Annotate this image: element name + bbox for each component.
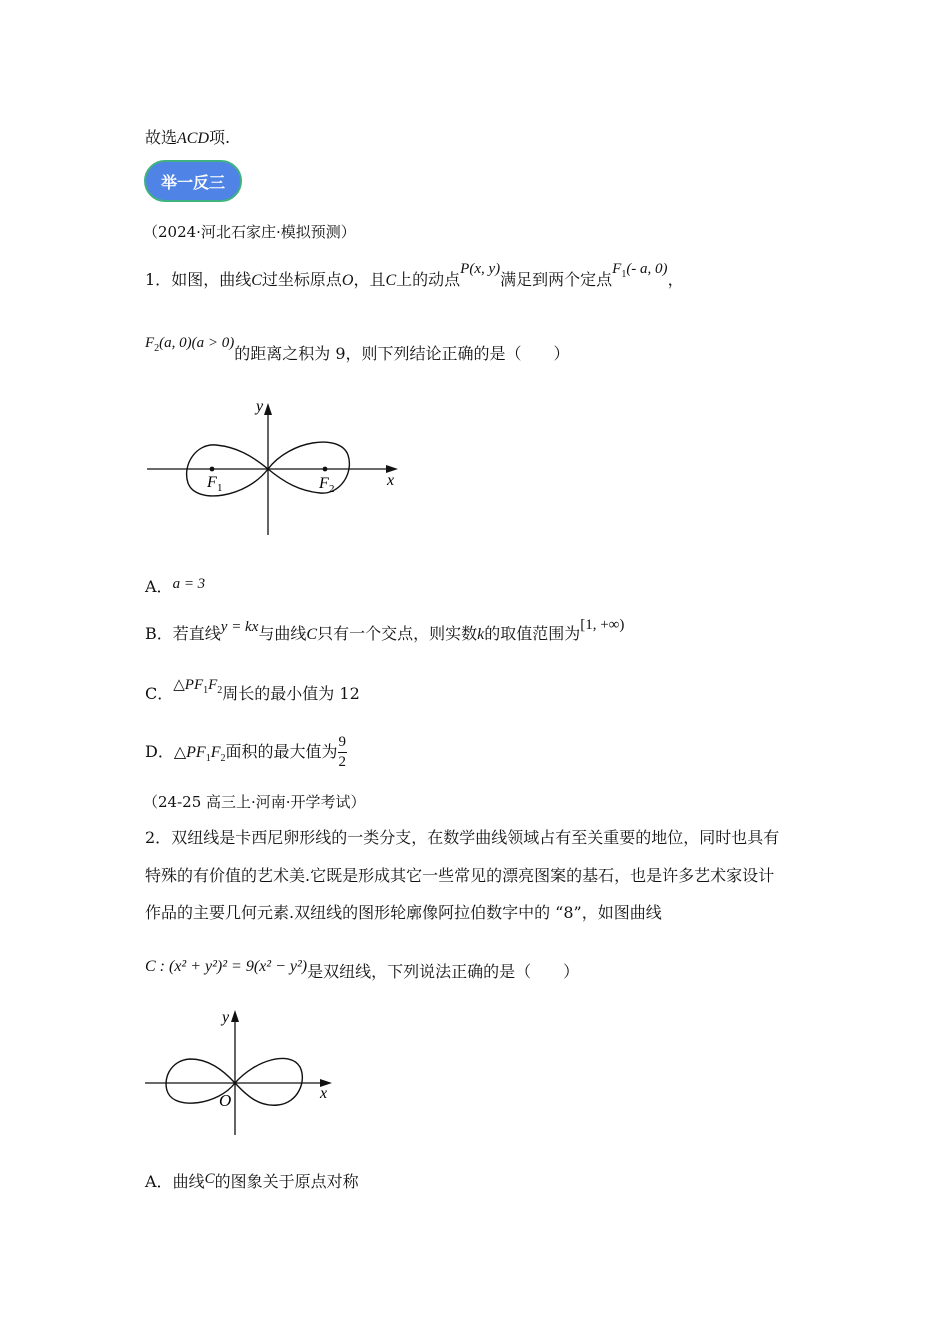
q1-y-label: y [256, 398, 264, 415]
q1-text-a: 如图，曲线 [171, 270, 252, 289]
q1-point-f1: $F_1(-$ a, 0) [612, 261, 668, 280]
q1-f2-point [323, 467, 328, 472]
option-c-triangle: $\triangle PF_1F_2$ [173, 677, 223, 696]
option-d-label: D． [145, 742, 174, 761]
q1-stem-line2 [145, 335, 570, 367]
q2-option-a-curve: C [204, 1171, 215, 1187]
badge-label: 举一反三 [160, 172, 225, 192]
q1-x-label: x [387, 472, 395, 489]
q1-point-p: P(x, y) [460, 261, 501, 277]
option-b-text-d: 的取值范围为 [484, 624, 581, 643]
q1-f1-label: F [207, 474, 217, 491]
q1-origin: O [341, 272, 354, 289]
option-c-label: C． [145, 684, 174, 703]
q1-point-f2: $F_2(a$, 0)(a > 0) [145, 335, 235, 354]
q1-text-f: 的距离之积为 9，则下列结论正确的是（ ） [234, 344, 570, 363]
q2-x-label: x [320, 1085, 328, 1102]
q2-lemniscate-figure [140, 1005, 340, 1140]
q1-source: （2024·河北石家庄·模拟预测） [143, 223, 356, 241]
q2-line1-text: 双纽线是卡西尼卵形线的一类分支，在数学曲线领域占有至关重要的地位，同时也具有 [171, 828, 780, 847]
q1-option-a [145, 577, 205, 597]
q1-text-d: 上的动点 [396, 270, 461, 289]
option-b-text-b: 与曲线 [258, 624, 307, 643]
q1-text-e: 满足到两个定点 [500, 270, 613, 289]
q1-lemniscate-figure [140, 395, 410, 540]
option-b-text-a: 若直线 [172, 624, 221, 643]
section-badge [144, 160, 242, 202]
option-b-curve: C [306, 626, 318, 643]
q1-option-d [145, 735, 347, 770]
option-d-fraction: $\frac{9}{2}$ [338, 734, 346, 770]
option-b-range: [1, +∞) [580, 617, 625, 633]
answer-value: ACD [177, 130, 210, 147]
q1-f2-label: F [319, 475, 329, 492]
q2-stem-line3: 作品的主要几何元素.双纽线的图形轮廓像阿拉伯数字中的 “8”，如图曲线 [145, 903, 662, 922]
q2-equation: C : (x² + y²)² = 9(x² − y²) [145, 958, 308, 975]
q2-source: （24-25 高三上·河南·开学考试） [143, 793, 366, 811]
q2-y-label: y [222, 1009, 230, 1026]
q2-stem-line2: 特殊的有价值的艺术美.它既是形成其它一些常见的漂亮图案的基石，也是许多艺术家设计 [145, 866, 775, 885]
q1-curve-c: C [251, 272, 262, 289]
q1-y-arrow [264, 403, 272, 415]
q2-option-a-label: A． [145, 1172, 173, 1191]
q2-y-arrow [231, 1010, 239, 1022]
q2-option-a [145, 1172, 359, 1192]
option-a-math: a = 3 [172, 576, 206, 592]
q2-option-a-text-b: 的图象关于原点对称 [214, 1172, 359, 1191]
q1-option-b [145, 617, 625, 644]
answer-prefix: 故选 [145, 128, 178, 147]
q1-comma: ， [667, 270, 684, 289]
option-b-text-c: 只有一个交点，则实数 [317, 624, 478, 643]
option-d-text: 面积的最大值为 [225, 742, 338, 761]
q1-f2-sub: 2 [329, 483, 335, 495]
q1-curve-c2: C [385, 272, 397, 289]
q1-f1-sub: 1 [217, 482, 223, 494]
previous-answer [145, 128, 230, 148]
q1-text-b: 过坐标原点 [261, 270, 342, 289]
option-c-text: 周长的最小值为 12 [222, 684, 360, 703]
option-a-label: A． [145, 577, 173, 596]
answer-suffix: 项. [209, 128, 231, 147]
q2-text-after: 是双纽线，下列说法正确的是（ ） [307, 962, 580, 981]
q2-o-label: O [219, 1091, 232, 1110]
option-b-line-eq: y = kx [220, 619, 259, 635]
option-d-triangle: $\triangle PF_1F_2$ [173, 744, 226, 765]
option-b-label: B． [145, 624, 173, 643]
q2-number: 2． [145, 828, 172, 847]
q2-option-a-text-a: 曲线 [172, 1172, 205, 1191]
q2-stem-line1 [145, 828, 779, 847]
q1-f1-point [210, 467, 215, 472]
q1-number: 1． [145, 270, 172, 289]
q1-option-c [145, 677, 360, 707]
q1-stem-line1 [145, 261, 684, 293]
q2-stem-line4 [145, 958, 580, 982]
q1-text-c: ，且 [353, 270, 386, 289]
option-b-k: k [477, 626, 485, 643]
q2-curve-path [166, 1058, 302, 1105]
